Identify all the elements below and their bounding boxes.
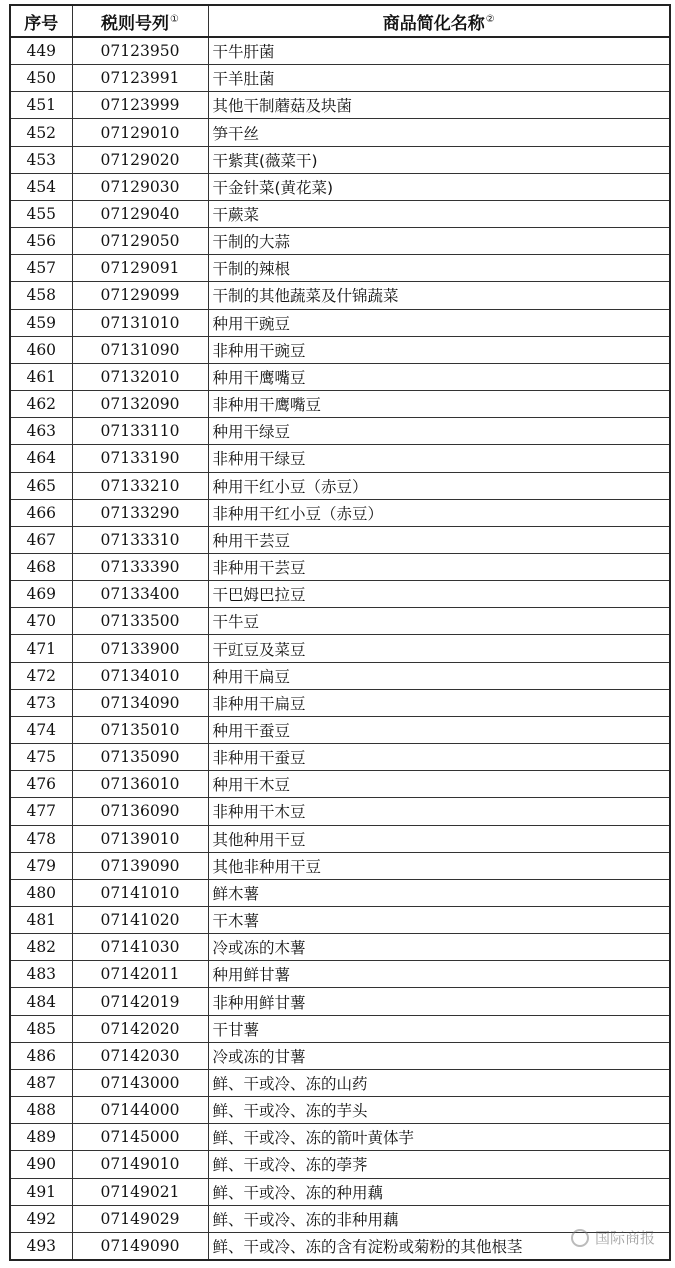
row-name: 其他干制蘑菇及块菌 [208,92,670,119]
row-name: 种用干木豆 [208,771,670,798]
row-code: 07135090 [72,744,208,771]
row-name: 冷或冻的木薯 [208,934,670,961]
row-code: 07135010 [72,716,208,743]
row-code: 07134090 [72,689,208,716]
header-name-label: 商品简化名称 [382,13,485,34]
row-seq: 456 [10,228,72,255]
table-row [10,200,670,227]
row-code: 07129010 [72,119,208,146]
row-code: 07123950 [72,37,208,65]
table-row [10,1097,670,1124]
row-name: 干甘薯 [208,1015,670,1042]
row-name: 非种用干蚕豆 [208,744,670,771]
row-name: 干紫萁(薇菜干) [208,146,670,173]
row-code: 07139010 [72,825,208,852]
row-name: 鲜木薯 [208,879,670,906]
row-code: 07133210 [72,472,208,499]
row-name: 种用干鹰嘴豆 [208,363,670,390]
row-name: 干制的大蒜 [208,228,670,255]
row-seq: 461 [10,363,72,390]
row-seq: 470 [10,608,72,635]
table-row [10,1015,670,1042]
row-seq: 462 [10,391,72,418]
table-row [10,608,670,635]
row-name: 其他种用干豆 [208,825,670,852]
table-row [10,309,670,336]
row-code: 07149021 [72,1178,208,1205]
header-seq-label: 序号 [24,13,59,34]
table-row [10,852,670,879]
row-seq: 481 [10,907,72,934]
row-seq: 467 [10,526,72,553]
row-seq: 487 [10,1069,72,1096]
table-row [10,662,670,689]
table-row [10,37,670,65]
footnote-mark-1: ① [170,13,179,25]
row-name: 干豇豆及菜豆 [208,635,670,662]
row-seq: 455 [10,200,72,227]
row-seq: 490 [10,1151,72,1178]
row-name: 干金针菜(黄花菜) [208,173,670,200]
row-name: 鲜、干或冷、冻的山药 [208,1069,670,1096]
table-row [10,635,670,662]
row-seq: 476 [10,771,72,798]
table-row [10,228,670,255]
row-seq: 489 [10,1124,72,1151]
table-row [10,716,670,743]
row-name: 非种用干红小豆（赤豆） [208,499,670,526]
row-code: 07136010 [72,771,208,798]
row-seq: 460 [10,336,72,363]
row-seq: 491 [10,1178,72,1205]
row-name: 干制的辣根 [208,255,670,282]
row-name: 干牛肝菌 [208,37,670,65]
row-code: 07142019 [72,988,208,1015]
row-name: 冷或冻的甘薯 [208,1042,670,1069]
row-name: 干木薯 [208,907,670,934]
row-seq: 478 [10,825,72,852]
row-name: 种用干豌豆 [208,309,670,336]
row-name: 种用干蚕豆 [208,716,670,743]
row-code: 07133290 [72,499,208,526]
row-seq: 492 [10,1205,72,1232]
row-seq: 479 [10,852,72,879]
row-name: 非种用干扁豆 [208,689,670,716]
row-name: 其他非种用干豆 [208,852,670,879]
row-name: 鲜、干或冷、冻的箭叶黄体芋 [208,1124,670,1151]
table-row [10,689,670,716]
row-seq: 458 [10,282,72,309]
row-code: 07133110 [72,418,208,445]
row-name: 种用干芸豆 [208,526,670,553]
table-row [10,1042,670,1069]
row-code: 07149010 [72,1151,208,1178]
row-seq: 464 [10,445,72,472]
table-row [10,798,670,825]
row-name: 非种用干芸豆 [208,553,670,580]
watermark [571,1227,655,1248]
row-seq: 463 [10,418,72,445]
row-name: 笋干丝 [208,119,670,146]
table-row [10,173,670,200]
table-row [10,499,670,526]
row-seq: 449 [10,37,72,65]
header-code-label: 税则号列 [101,13,170,34]
row-code: 07131010 [72,309,208,336]
wechat-logo-icon [571,1229,589,1247]
row-code: 07139090 [72,852,208,879]
row-code: 07143000 [72,1069,208,1096]
table-row [10,119,670,146]
row-name: 非种用干木豆 [208,798,670,825]
row-code: 07141010 [72,879,208,906]
row-code: 07123999 [72,92,208,119]
row-name: 鲜、干或冷、冻的芋头 [208,1097,670,1124]
row-code: 07149090 [72,1232,208,1260]
row-code: 07132010 [72,363,208,390]
row-name: 干羊肚菌 [208,65,670,92]
row-name: 种用干红小豆（赤豆） [208,472,670,499]
row-seq: 452 [10,119,72,146]
table-row [10,336,670,363]
header-seq [10,5,72,37]
row-name: 鲜、干或冷、冻的非种用藕 [208,1205,670,1232]
row-code: 07142020 [72,1015,208,1042]
row-code: 07133310 [72,526,208,553]
row-seq: 468 [10,553,72,580]
table-row [10,553,670,580]
table-row [10,879,670,906]
row-code: 07133400 [72,581,208,608]
row-seq: 465 [10,472,72,499]
row-seq: 471 [10,635,72,662]
row-code: 07123991 [72,65,208,92]
row-seq: 454 [10,173,72,200]
row-name: 非种用鲜甘薯 [208,988,670,1015]
row-seq: 453 [10,146,72,173]
row-code: 07141020 [72,907,208,934]
row-name: 非种用干豌豆 [208,336,670,363]
row-name: 种用干扁豆 [208,662,670,689]
table-row [10,907,670,934]
row-name: 种用鲜甘薯 [208,961,670,988]
row-seq: 488 [10,1097,72,1124]
table-row [10,363,670,390]
row-code: 07133390 [72,553,208,580]
row-name: 种用干绿豆 [208,418,670,445]
row-code: 07131090 [72,336,208,363]
row-code: 07129040 [72,200,208,227]
table-row [10,65,670,92]
row-seq: 473 [10,689,72,716]
row-seq: 482 [10,934,72,961]
table-row [10,961,670,988]
row-code: 07144000 [72,1097,208,1124]
row-seq: 472 [10,662,72,689]
row-name: 鲜、干或冷、冻的含有淀粉或菊粉的其他根茎 [208,1232,670,1260]
table-row [10,418,670,445]
table-row [10,282,670,309]
table-row [10,1178,670,1205]
row-seq: 466 [10,499,72,526]
row-name: 干牛豆 [208,608,670,635]
row-code: 07133190 [72,445,208,472]
row-seq: 477 [10,798,72,825]
row-seq: 474 [10,716,72,743]
row-seq: 469 [10,581,72,608]
row-name: 鲜、干或冷、冻的荸荠 [208,1151,670,1178]
table-row [10,1124,670,1151]
row-code: 07134010 [72,662,208,689]
table-row [10,581,670,608]
row-seq: 485 [10,1015,72,1042]
table-row [10,1151,670,1178]
table-row [10,255,670,282]
table-body [10,37,670,1260]
table-row [10,146,670,173]
table-row [10,744,670,771]
table-row [10,934,670,961]
watermark-text: 国际商报 [594,1229,655,1247]
row-code: 07129091 [72,255,208,282]
row-code: 07142011 [72,961,208,988]
row-name: 干制的其他蔬菜及什锦蔬菜 [208,282,670,309]
row-seq: 475 [10,744,72,771]
row-seq: 451 [10,92,72,119]
row-seq: 483 [10,961,72,988]
row-code: 07149029 [72,1205,208,1232]
row-seq: 450 [10,65,72,92]
row-name: 鲜、干或冷、冻的种用藕 [208,1178,670,1205]
row-seq: 493 [10,1232,72,1260]
row-code: 07133900 [72,635,208,662]
row-code: 07141030 [72,934,208,961]
table-row [10,472,670,499]
header-name [208,5,670,37]
tariff-table [9,4,671,1261]
table-row [10,445,670,472]
row-code: 07129099 [72,282,208,309]
table-row [10,1069,670,1096]
row-seq: 457 [10,255,72,282]
row-code: 07129050 [72,228,208,255]
row-code: 07132090 [72,391,208,418]
row-seq: 486 [10,1042,72,1069]
row-name: 干巴姆巴拉豆 [208,581,670,608]
row-seq: 480 [10,879,72,906]
header-row [10,5,670,37]
row-code: 07142030 [72,1042,208,1069]
row-name: 非种用干鹰嘴豆 [208,391,670,418]
row-code: 07145000 [72,1124,208,1151]
table-row [10,825,670,852]
row-name: 非种用干绿豆 [208,445,670,472]
row-code: 07129030 [72,173,208,200]
row-code: 07129020 [72,146,208,173]
row-code: 07133500 [72,608,208,635]
header-code [72,5,208,37]
row-name: 干蕨菜 [208,200,670,227]
table-row [10,391,670,418]
row-seq: 459 [10,309,72,336]
table-row [10,771,670,798]
table-row [10,92,670,119]
table-row [10,526,670,553]
row-code: 07136090 [72,798,208,825]
footnote-mark-2: ② [485,13,495,25]
table-header [10,5,670,37]
table-row [10,988,670,1015]
row-seq: 484 [10,988,72,1015]
